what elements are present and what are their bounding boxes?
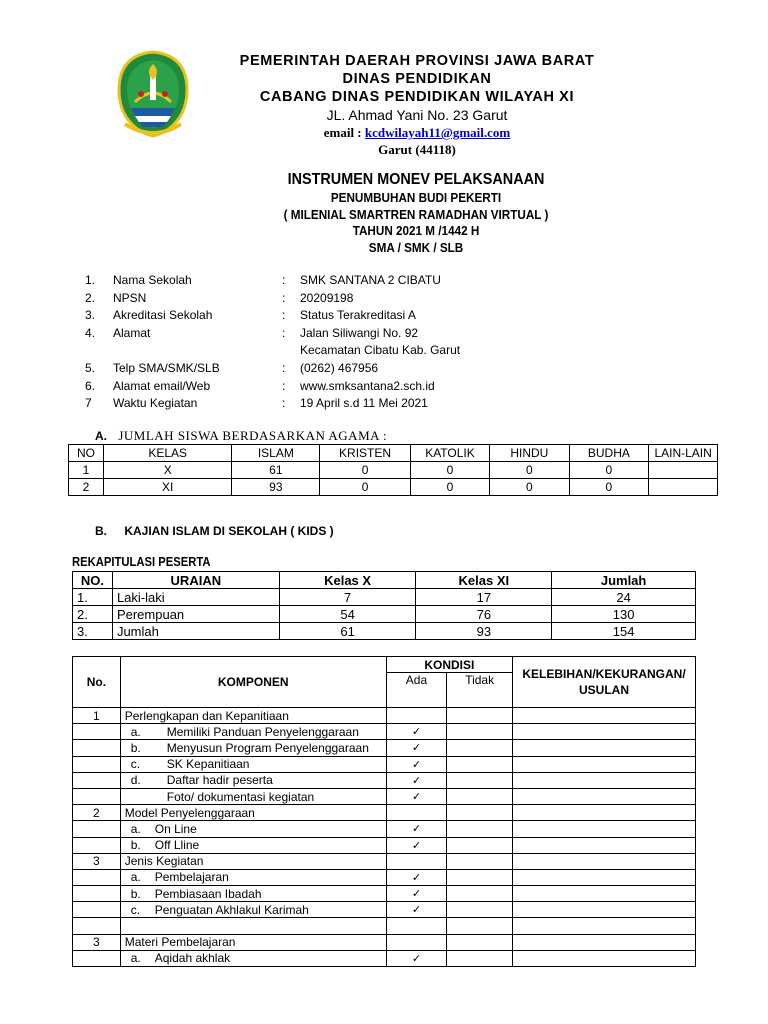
info-num: 6. <box>85 378 96 393</box>
title-sub-3: TAHUN 2021 M /1442 H <box>352 223 480 238</box>
empty-cell <box>73 886 121 902</box>
table-header-cell: NO. <box>73 572 113 589</box>
table-cell: Perempuan <box>112 606 279 623</box>
check-icon: ✓ <box>386 821 447 837</box>
info-value: www.smksantana2.sch.id <box>300 378 435 393</box>
ada-cell <box>386 708 447 724</box>
item-label: Menyusun Program Penyelenggaraan <box>166 740 369 755</box>
table-header-cell: KATOLIK <box>410 445 489 462</box>
item-cell <box>120 724 386 740</box>
notes-cell <box>513 708 696 724</box>
table-row <box>73 886 696 902</box>
notes-cell <box>513 805 696 821</box>
table-cell: 0 <box>569 479 649 496</box>
item-letter: b. <box>130 740 141 755</box>
email-label: email : <box>323 125 362 140</box>
table-cell <box>649 462 718 479</box>
item-letter: b. <box>130 886 141 901</box>
group-number: 3 <box>73 934 121 950</box>
religion-table <box>68 444 718 496</box>
table-cell: 0 <box>320 462 411 479</box>
ada-cell <box>386 805 447 821</box>
table-cell <box>649 479 718 496</box>
table-cell: Laki-laki <box>112 589 279 606</box>
group-label: Perlengkapan dan Kepanitiaan <box>120 708 386 724</box>
info-colon: : <box>282 396 286 411</box>
header-ada: Ada <box>386 673 447 708</box>
header-no: No. <box>73 657 121 708</box>
item-letter: b. <box>130 838 141 853</box>
ada-cell <box>386 934 447 950</box>
info-colon: : <box>282 290 286 305</box>
item-label: Daftar hadir peserta <box>166 773 273 788</box>
table-header-cell: LAIN-LAIN <box>649 445 718 462</box>
info-value: 19 April s.d 11 Mei 2021 <box>300 396 428 411</box>
title-sub-2: ( MILENIAL SMARTREN RAMADHAN VIRTUAL ) <box>283 206 549 222</box>
table-cell: Jumlah <box>112 623 279 640</box>
info-value: Status Terakreditasi A <box>300 308 416 323</box>
table-cell: 1 <box>69 462 104 479</box>
info-label: NPSN <box>113 290 147 305</box>
table-cell: 0 <box>569 462 649 479</box>
info-colon: : <box>282 360 286 375</box>
item-label: Memiliki Panduan Penyelenggaraan <box>166 724 359 739</box>
empty-cell <box>73 902 121 918</box>
info-num: 5. <box>85 360 96 375</box>
table-row <box>73 756 696 772</box>
table-header-cell: URAIAN <box>112 572 279 589</box>
empty-cell <box>73 740 121 756</box>
letterhead-city: Garut (44118) <box>378 142 456 157</box>
table-header-cell: BUDHA <box>569 445 649 462</box>
empty-cell <box>447 918 513 934</box>
table-cell: 0 <box>490 479 569 496</box>
info-label: Waktu Kegiatan <box>113 396 198 411</box>
table-cell: 24 <box>552 589 696 606</box>
item-label: Pembiasaan Ibadah <box>154 886 262 901</box>
info-value: 20209198 <box>300 290 354 305</box>
letterhead-address: JL. Ahmad Yani No. 23 Garut <box>326 107 508 123</box>
tidak-cell <box>447 805 513 821</box>
item-cell <box>120 950 386 966</box>
item-label: Foto/ dokumentasi kegiatan <box>166 789 315 804</box>
item-cell <box>120 886 386 902</box>
check-icon: ✓ <box>386 869 447 885</box>
table-cell: 7 <box>279 589 416 606</box>
info-num: 3. <box>85 308 96 323</box>
item-label: SK Kepanitiaan <box>166 757 250 772</box>
check-icon: ✓ <box>386 724 447 740</box>
item-cell <box>120 756 386 772</box>
item-letter: a. <box>130 821 141 836</box>
table-header-row <box>73 657 696 673</box>
section-b-title: KAJIAN ISLAM DI SEKOLAH ( KIDS ) <box>124 524 334 538</box>
info-label: Alamat <box>113 325 151 340</box>
table-header-cell: KELAS <box>103 445 231 462</box>
check-icon: ✓ <box>386 772 447 788</box>
table-header-cell: NO <box>69 445 104 462</box>
table-row <box>73 788 696 804</box>
tidak-cell <box>447 821 513 837</box>
notes-cell <box>513 869 696 885</box>
check-icon: ✓ <box>386 886 447 902</box>
info-num: 4. <box>85 325 96 340</box>
letterhead-line-3: CABANG DINAS PENDIDIKAN WILAYAH XI <box>259 89 575 105</box>
document-title <box>160 170 672 256</box>
info-num: 7 <box>85 396 92 411</box>
group-number: 3 <box>73 853 121 869</box>
header-kondisi: KONDISI <box>386 657 512 673</box>
participant-recap-table <box>72 571 696 640</box>
item-cell <box>120 869 386 885</box>
item-letter: c. <box>130 902 141 917</box>
table-header-row <box>73 572 696 589</box>
info-colon: : <box>282 273 286 287</box>
info-label: Telp SMA/SMK/SLB <box>113 360 220 375</box>
table-row <box>73 821 696 837</box>
header-tidak: Tidak <box>447 673 513 708</box>
tidak-cell <box>447 756 513 772</box>
item-cell <box>120 740 386 756</box>
title-main: INSTRUMEN MONEV PELAKSANAAN <box>287 171 545 188</box>
item-cell <box>120 902 386 918</box>
info-colon: : <box>282 378 286 393</box>
section-a-letter: A. <box>95 429 107 443</box>
table-row <box>69 462 718 479</box>
info-label: Akreditasi Sekolah <box>113 308 213 323</box>
group-number: 1 <box>73 708 121 724</box>
group-label: Materi Pembelajaran <box>120 934 386 950</box>
table-cell: 154 <box>552 623 696 640</box>
table-row <box>73 606 696 623</box>
info-value: SMK SANTANA 2 CIBATU <box>300 273 441 287</box>
table-cell: 0 <box>410 479 489 496</box>
info-value: Jalan Siliwangi No. 92 <box>300 325 419 340</box>
table-row <box>73 623 696 640</box>
item-label: Penguatan Akhlakul Karimah <box>154 902 309 917</box>
email-link[interactable]: kcdwilayah11@gmail.com <box>364 125 511 140</box>
table-cell: 0 <box>320 479 411 496</box>
item-cell <box>120 788 386 804</box>
section-b-heading <box>95 524 334 538</box>
group-label: Jenis Kegiatan <box>120 853 386 869</box>
group-label: Model Penyelenggaraan <box>120 805 386 821</box>
letterhead <box>200 52 634 158</box>
item-cell <box>120 837 386 853</box>
table-row <box>73 853 696 869</box>
tidak-cell <box>447 853 513 869</box>
table-cell: X <box>103 462 231 479</box>
table-row <box>73 918 696 934</box>
tidak-cell <box>447 772 513 788</box>
table-row <box>73 950 696 966</box>
section-b-letter: B. <box>95 524 107 538</box>
notes-cell <box>513 756 696 772</box>
tidak-cell <box>447 934 513 950</box>
check-icon: ✓ <box>386 950 447 966</box>
item-letter: d. <box>130 773 141 788</box>
table-row <box>73 837 696 853</box>
tidak-cell <box>447 950 513 966</box>
component-checklist-table <box>72 656 696 967</box>
item-letter: a. <box>130 951 141 966</box>
item-label: On Line <box>154 821 197 836</box>
info-num: 2. <box>85 290 96 305</box>
item-letter: c. <box>130 757 141 772</box>
empty-cell <box>73 772 121 788</box>
empty-cell <box>73 869 121 885</box>
empty-cell <box>73 837 121 853</box>
empty-cell <box>73 788 121 804</box>
item-cell <box>120 772 386 788</box>
info-value: Kecamatan Cibatu Kab. Garut <box>300 343 461 358</box>
title-sub-4: SMA / SMK / SLB <box>368 239 464 255</box>
tidak-cell <box>447 886 513 902</box>
table-cell: 2. <box>73 606 113 623</box>
notes-cell <box>513 837 696 853</box>
empty-cell <box>120 918 386 934</box>
tidak-cell <box>447 837 513 853</box>
notes-cell <box>513 886 696 902</box>
tidak-cell <box>447 902 513 918</box>
table-cell: 3. <box>73 623 113 640</box>
table-cell: 130 <box>552 606 696 623</box>
empty-cell <box>513 918 696 934</box>
table-cell: 93 <box>232 479 320 496</box>
table-cell: 17 <box>416 589 552 606</box>
notes-cell <box>513 902 696 918</box>
info-num: 1. <box>85 273 96 287</box>
table-row <box>69 479 718 496</box>
check-icon: ✓ <box>386 788 447 804</box>
header-komponen: KOMPONEN <box>120 657 386 708</box>
letterhead-line-2: DINAS PENDIDIKAN <box>342 71 492 87</box>
notes-cell <box>513 853 696 869</box>
ada-cell <box>386 853 447 869</box>
letterhead-line-1: PEMERINTAH DAERAH PROVINSI JAWA BARAT <box>239 53 595 69</box>
table-cell: 61 <box>232 462 320 479</box>
table-cell: XI <box>103 479 231 496</box>
table-row <box>73 772 696 788</box>
table-row <box>73 740 696 756</box>
table-header-cell: KRISTEN <box>320 445 411 462</box>
group-number: 2 <box>73 805 121 821</box>
title-sub-1: PENUMBUHAN BUDI PEKERTI <box>330 190 502 205</box>
empty-cell <box>386 918 447 934</box>
item-label: Off Lline <box>154 838 200 853</box>
tidak-cell <box>447 869 513 885</box>
table-row <box>73 805 696 821</box>
table-cell: 61 <box>279 623 416 640</box>
table-cell: 0 <box>490 462 569 479</box>
empty-cell <box>73 756 121 772</box>
table-row <box>73 724 696 740</box>
table-cell: 76 <box>416 606 552 623</box>
table-cell: 0 <box>410 462 489 479</box>
section-a-heading <box>95 428 387 444</box>
tidak-cell <box>447 740 513 756</box>
empty-cell <box>73 724 121 740</box>
table-header-cell: ISLAM <box>232 445 320 462</box>
info-colon: : <box>282 308 286 323</box>
table-cell: 2 <box>69 479 104 496</box>
table-row <box>73 902 696 918</box>
table-cell: 93 <box>416 623 552 640</box>
notes-cell <box>513 934 696 950</box>
empty-cell <box>73 821 121 837</box>
info-value: (0262) 467956 <box>300 360 379 375</box>
item-letter: a. <box>130 870 141 885</box>
notes-cell <box>513 740 696 756</box>
check-icon: ✓ <box>386 740 447 756</box>
table-header-cell: Kelas X <box>279 572 416 589</box>
notes-cell <box>513 788 696 804</box>
empty-cell <box>73 918 121 934</box>
table-row <box>73 708 696 724</box>
notes-cell <box>513 950 696 966</box>
item-label: Pembelajaran <box>154 870 229 885</box>
tidak-cell <box>447 724 513 740</box>
letterhead-email-line <box>200 124 634 141</box>
table-header-cell: Jumlah <box>552 572 696 589</box>
table-cell: 1. <box>73 589 113 606</box>
table-row <box>73 589 696 606</box>
west-java-emblem-logo <box>117 50 189 138</box>
info-label: Nama Sekolah <box>113 273 192 287</box>
table-row <box>73 934 696 950</box>
tidak-cell <box>447 708 513 724</box>
notes-cell <box>513 821 696 837</box>
notes-cell <box>513 724 696 740</box>
item-cell <box>120 821 386 837</box>
item-label: Aqidah akhlak <box>154 951 231 966</box>
check-icon: ✓ <box>386 756 447 772</box>
tidak-cell <box>447 788 513 804</box>
table-header-row <box>69 445 718 462</box>
check-icon: ✓ <box>386 837 447 853</box>
table-header-cell: Kelas XI <box>416 572 552 589</box>
header-kelebihan: KELEBIHAN/KEKURANGAN/ USULAN <box>513 657 696 708</box>
empty-cell <box>73 950 121 966</box>
item-letter: a. <box>130 724 141 739</box>
info-colon: : <box>282 325 286 340</box>
table-cell: 54 <box>279 606 416 623</box>
check-icon: ✓ <box>386 902 447 918</box>
table-header-cell: HINDU <box>490 445 569 462</box>
table-row <box>73 869 696 885</box>
section-a-title: JUMLAH SISWA BERDASARKAN AGAMA : <box>118 428 388 443</box>
info-label: Alamat email/Web <box>113 378 211 393</box>
rekap-title: REKAPITULASI PESERTA <box>72 555 211 569</box>
notes-cell <box>513 772 696 788</box>
